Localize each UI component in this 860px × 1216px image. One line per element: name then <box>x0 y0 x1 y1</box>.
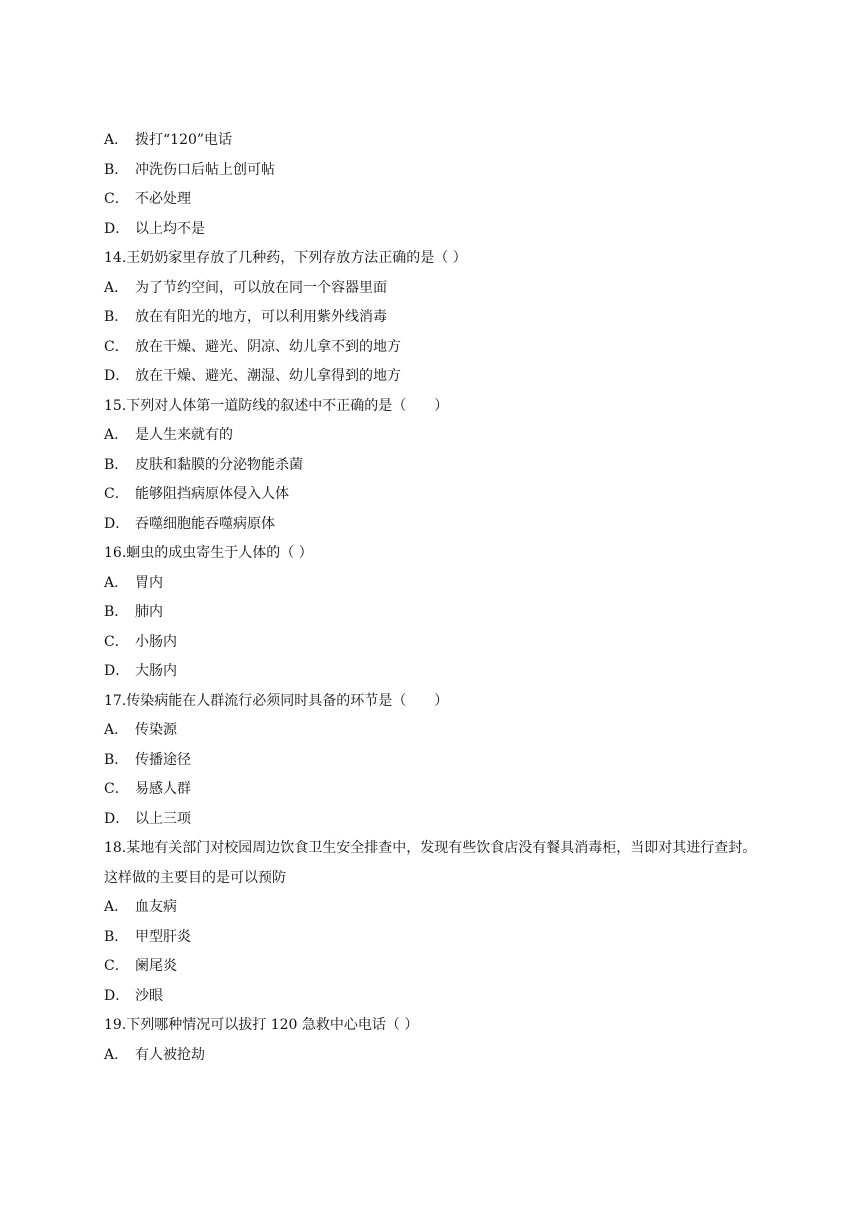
option-letter: C． <box>104 781 129 797</box>
option-text: 放在干燥、避光、潮湿、幼儿拿得到的地方 <box>135 368 401 384</box>
option-d <box>104 657 764 687</box>
option-text: 为了节约空间，可以放在同一个容器里面 <box>135 279 387 296</box>
option-a <box>104 274 764 304</box>
option-text: 放在有阳光的地方，可以利用紫外线消毒 <box>135 309 387 325</box>
question-14: 14.王奶奶家里存放了几种药，下列存放方法正确的是（ ） <box>104 250 467 266</box>
option-text: 放在干燥、避光、阴凉、幼儿拿不到的地方 <box>135 338 401 355</box>
option-d <box>104 982 764 1012</box>
option-b <box>104 451 764 481</box>
option-text: 血友病 <box>135 899 177 915</box>
option-text: 易感人群 <box>135 781 191 797</box>
option-letter: B． <box>104 928 129 945</box>
option-text: 不必处理 <box>135 191 191 207</box>
option-letter: D． <box>104 810 130 827</box>
option-text: 传播途径 <box>135 751 191 768</box>
question-16: 16.蛔虫的成虫寄生于人体的（ ） <box>104 545 313 561</box>
exam-page <box>104 126 764 1070</box>
option-letter: A． <box>104 279 129 296</box>
option-letter: D． <box>104 987 130 1004</box>
option-letter: D． <box>104 368 130 384</box>
option-letter: D． <box>104 663 130 679</box>
option-text: 是人生来就有的 <box>135 427 233 443</box>
option-text: 吞噬细胞能吞噬病原体 <box>135 515 275 532</box>
option-a <box>104 126 764 156</box>
option-d <box>104 215 764 245</box>
option-letter: B． <box>104 456 129 473</box>
option-text: 沙眼 <box>135 987 163 1004</box>
option-text: 拨打“120”电话 <box>135 132 233 148</box>
option-letter: A． <box>104 899 129 915</box>
option-text: 肺内 <box>135 604 163 620</box>
option-a <box>104 716 764 746</box>
option-text: 阑尾炎 <box>135 958 177 974</box>
option-a <box>104 1041 764 1071</box>
option-c <box>104 628 764 658</box>
option-letter: A． <box>104 132 129 148</box>
option-b <box>104 156 764 186</box>
option-d <box>104 362 764 392</box>
option-c <box>104 185 764 215</box>
option-text: 冲洗伤口后帖上创可帖 <box>135 161 275 178</box>
option-text: 以上三项 <box>135 810 191 827</box>
option-text: 小肠内 <box>135 633 177 650</box>
question-18: 18.某地有关部门对校园周边饮食卫生安全排查中，发现有些饮食店没有餐具消毒柜，当即对其进行查封。这样做的主要目的是可以预防 <box>104 840 757 886</box>
option-letter: B． <box>104 751 129 768</box>
option-text: 以上均不是 <box>135 220 205 237</box>
option-letter: C． <box>104 633 129 650</box>
option-b <box>104 303 764 333</box>
option-letter: A． <box>104 722 129 738</box>
option-letter: B． <box>104 309 129 325</box>
option-letter: A． <box>104 427 129 443</box>
option-a <box>104 421 764 451</box>
option-a <box>104 893 764 923</box>
option-d <box>104 510 764 540</box>
option-text: 传染源 <box>135 722 177 738</box>
option-letter: C． <box>104 958 129 974</box>
option-text: 胃内 <box>135 574 163 591</box>
option-letter: A． <box>104 1046 129 1063</box>
option-letter: B． <box>104 604 129 620</box>
question-19: 19.下列哪种情况可以拔打 120 急救中心电话（ ） <box>104 1017 419 1033</box>
option-text: 皮肤和黏膜的分泌物能杀菌 <box>135 456 303 473</box>
option-a <box>104 569 764 599</box>
option-c <box>104 333 764 363</box>
option-d <box>104 805 764 835</box>
option-letter: C． <box>104 486 129 502</box>
option-text: 甲型肝炎 <box>135 928 191 945</box>
option-b <box>104 746 764 776</box>
option-letter: D． <box>104 220 130 237</box>
option-b <box>104 923 764 953</box>
option-text: 能够阻挡病原体侵入人体 <box>135 486 289 502</box>
option-c <box>104 480 764 510</box>
option-letter: D． <box>104 515 130 532</box>
option-letter: A． <box>104 574 129 591</box>
option-text: 大肠内 <box>135 663 177 679</box>
option-c <box>104 952 764 982</box>
option-letter: B． <box>104 161 129 178</box>
option-letter: C． <box>104 191 129 207</box>
option-b <box>104 598 764 628</box>
option-letter: C． <box>104 338 129 355</box>
question-17: 17.传染病能在人群流行必须同时具备的环节是（ ） <box>104 692 449 709</box>
option-c <box>104 775 764 805</box>
option-text: 有人被抢劫 <box>135 1046 205 1063</box>
question-15: 15.下列对人体第一道防线的叙述中不正确的是（ ） <box>104 397 449 414</box>
